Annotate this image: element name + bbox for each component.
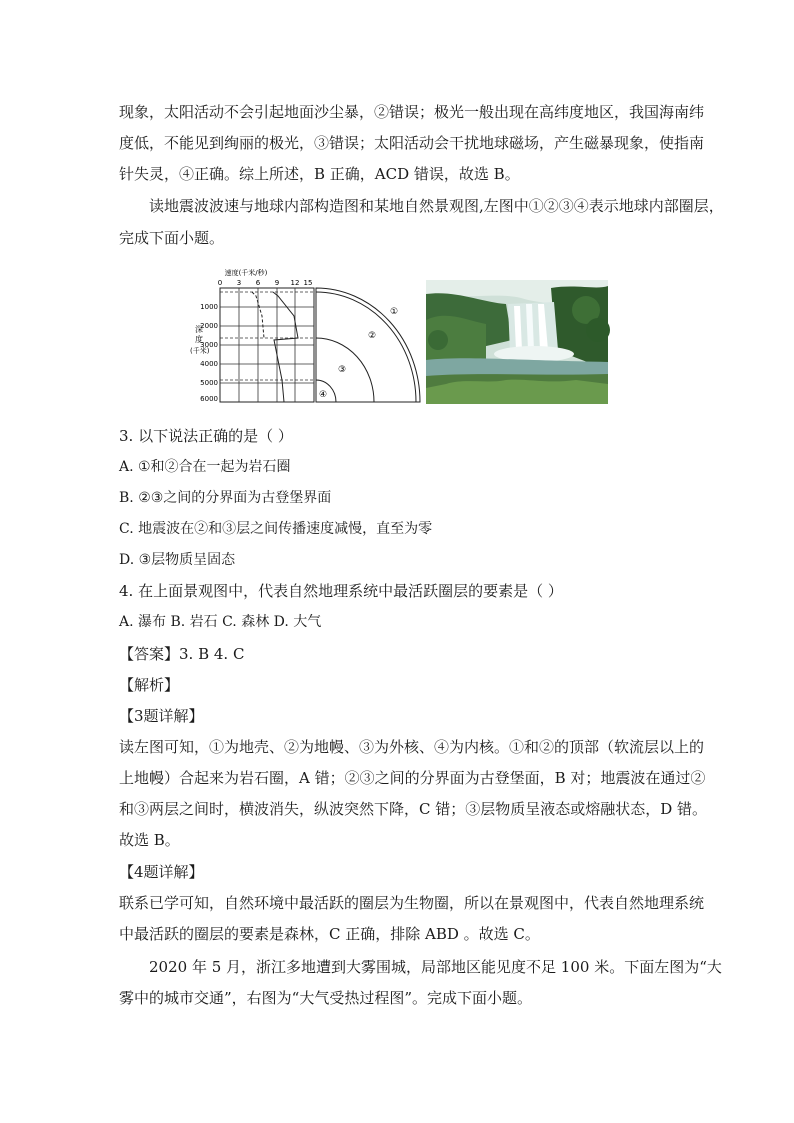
text-line: 雾中的城市交通”，右图为“大气受热过程图”。完成下面小题。	[119, 989, 533, 1007]
option-a: A. ①和②合在一起为岩石圈	[119, 459, 291, 475]
speed-axis-label: 速度(千米/秒)	[224, 269, 268, 277]
analysis-heading: 【解析】	[119, 676, 180, 694]
text-line: 2020 年 5 月，浙江多地遭到大雾围城，局部地区能见度不足 100 米。下面左图为“大	[149, 958, 722, 976]
text-line: 针失灵，④正确。综上所述，B 正确，ACD 错误，故选 B。	[119, 165, 520, 183]
text-line: 故选 B。	[119, 831, 180, 849]
depth-tick: 1000	[200, 303, 218, 311]
detail-4-heading: 【4题详解】	[119, 863, 204, 881]
option-d: D. ③层物质呈固态	[119, 552, 236, 568]
depth-axis-label: (千米)	[190, 347, 210, 355]
depth-tick: 3000	[200, 341, 218, 349]
speed-tick: 3	[236, 279, 242, 287]
text-line: 现象，太阳活动不会引起地面沙尘暴，②错误；极光一般出现在高纬度地区，我国海南纬	[119, 103, 705, 121]
layer-label: ①	[390, 307, 399, 317]
speed-tick: 15	[303, 279, 313, 287]
layer-label: ②	[368, 331, 377, 341]
text-line: 中最活跃的圈层的要素是森林，C 正确，排除 ABD 。故选 C。	[119, 925, 540, 943]
question-3: 3. 以下说法正确的是（ ）	[119, 427, 293, 445]
question-intro: 读地震波波速与地球内部构造图和某地自然景观图,左图中①②③④表示地球内部圈层，	[149, 197, 724, 215]
figure	[190, 269, 610, 406]
question-4: 4. 在上面景观图中，代表自然地理系统中最活跃圈层的要素是（ ）	[119, 582, 563, 600]
speed-tick: 12	[290, 279, 300, 287]
depth-axis-label: 度	[195, 335, 203, 344]
text-line: 联系已学可知，自然环境中最活跃的圈层为生物圈，所以在景观图中，代表自然地理系统	[119, 894, 705, 912]
option-b: B. ②③之间的分界面为古登堡界面	[119, 490, 332, 506]
text-line: 上地幔）合起来为岩石圈，A 错；②③之间的分界面为古登堡面，B 对；地震波在通过②	[119, 769, 706, 787]
question-intro: 完成下面小题。	[119, 229, 225, 247]
answer: 【答案】3. B 4. C	[119, 645, 245, 663]
speed-tick: 6	[255, 279, 261, 287]
depth-tick: 5000	[200, 379, 218, 387]
layer-label: ④	[319, 390, 328, 400]
question-4-options: A. 瀑布 B. 岩石 C. 森林 D. 大气	[119, 614, 322, 630]
option-c: C. 地震波在②和③层之间传播速度减慢，直至为零	[119, 521, 433, 537]
text-line: 和③两层之间时，横波消失，纵波突然下降，C 错；③层物质呈液态或熔融状态，D 错。	[119, 800, 708, 818]
depth-tick: 6000	[200, 395, 218, 403]
depth-tick: 4000	[200, 360, 218, 368]
waterfall-landscape-photo	[426, 280, 608, 404]
text-line: 读左图可知，①为地壳、②为地幔、③为外核、④为内核。①和②的顶部（软流层以上的	[119, 738, 705, 756]
depth-axis-label: 深	[195, 325, 203, 334]
speed-tick: 9	[274, 279, 280, 287]
text-line: 度低，不能见到绚丽的极光，③错误；太阳活动会干扰地球磁场，产生磁暴现象，使指南	[119, 134, 705, 152]
seismic-wave-chart	[190, 269, 420, 406]
detail-3-heading: 【3题详解】	[119, 707, 204, 725]
speed-tick: 0	[217, 279, 223, 287]
layer-label: ③	[338, 365, 347, 375]
depth-tick: 2000	[200, 322, 218, 330]
